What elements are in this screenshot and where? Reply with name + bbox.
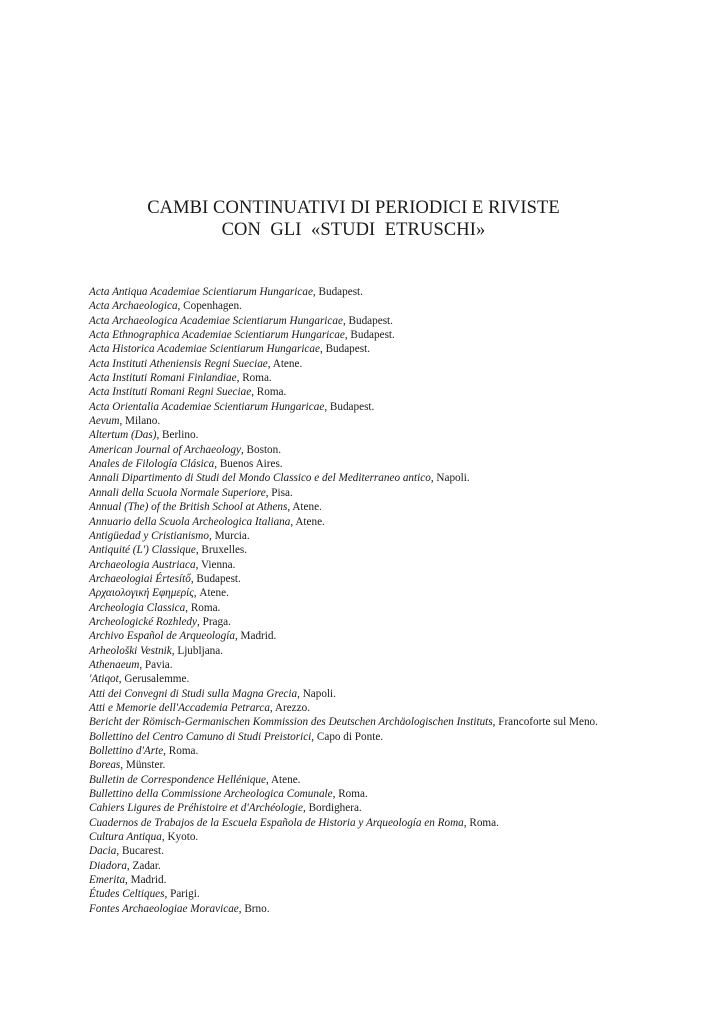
periodical-title: Arheološki Vestnik	[89, 644, 172, 657]
periodical-title: Acta Antiqua Academiae Scientiarum Hungaricae	[89, 286, 313, 298]
list-item	[89, 830, 689, 844]
periodical-title: Emerita	[89, 874, 126, 887]
periodical-title: Acta Instituti Atheniensis Regni Sueciae	[89, 357, 268, 370]
list-item	[89, 400, 689, 414]
periodical-title: Bollettino d'Arte	[89, 745, 164, 757]
periodical-location: , Arezzo.	[269, 701, 310, 714]
periodical-title: Fontes Archaeologiae Moravicae	[89, 902, 239, 915]
periodical-location: , Napoli.	[430, 472, 470, 485]
periodical-location: , Roma.	[251, 386, 287, 399]
periodical-location: , Budapest.	[324, 400, 375, 413]
periodical-title: Cahiers Ligures de Préhistoire et d'Archéologie	[89, 802, 303, 815]
periodical-title: Cultura Antiqua	[89, 831, 162, 844]
periodical-location: , Roma.	[163, 745, 199, 757]
list-item	[89, 428, 689, 442]
periodical-title: Aevum	[89, 415, 120, 428]
periodical-location: , Roma.	[332, 788, 368, 801]
periodical-title: Études Celtiques	[89, 888, 165, 901]
list-item	[89, 816, 689, 830]
list-item	[89, 285, 689, 299]
periodical-location: , Buenos Aires.	[214, 458, 283, 471]
periodical-location: , Bruxelles.	[195, 544, 248, 557]
periodical-title: Dacia	[89, 845, 117, 858]
list-item	[89, 515, 689, 529]
periodical-location: , Murcia.	[208, 529, 250, 542]
periodical-location: , Roma.	[463, 816, 499, 829]
periodical-title: Archeologické Rozhledy	[89, 615, 197, 628]
list-item	[89, 672, 689, 686]
list-item	[89, 342, 689, 356]
periodical-location: , Münster.	[120, 759, 166, 772]
periodical-title: Bericht der Römisch-Germanischen Kommission des Deutschen Archäologischen Instituts	[89, 716, 493, 729]
list-item	[89, 701, 689, 715]
periodical-location: , Praga.	[197, 615, 231, 628]
periodical-title: Annali della Scuola Normale Superiore	[89, 486, 266, 499]
periodical-title: Altertum (Das)	[89, 429, 157, 442]
periodical-title: Acta Historica Academiae Scientiarum Hungaricae	[89, 343, 320, 356]
periodical-location: , Capo di Ponte.	[311, 730, 384, 743]
periodical-location: , Atene.	[267, 357, 303, 370]
periodical-title: Archaeologia Austriaca	[89, 558, 196, 571]
list-item	[89, 615, 689, 629]
list-item	[89, 558, 689, 572]
list-item	[89, 887, 689, 901]
list-item	[89, 758, 689, 772]
periodical-title: Diadora	[89, 859, 127, 872]
periodical-location: , Roma.	[236, 372, 272, 385]
periodical-location: , Zadar.	[126, 859, 161, 872]
periodical-title: Boreas	[89, 759, 121, 772]
list-item	[89, 844, 689, 858]
list-item	[89, 586, 689, 600]
list-item	[89, 457, 689, 471]
list-item	[89, 543, 689, 557]
periodical-title: Bullettino della Commissione Archeologica Comunale	[89, 788, 333, 801]
list-item	[89, 371, 689, 385]
periodical-location: , Madrid.	[234, 630, 277, 643]
list-item	[89, 629, 689, 643]
list-item	[89, 572, 689, 586]
list-item	[89, 902, 689, 916]
list-item	[89, 730, 689, 744]
periodical-location: , Boston.	[240, 443, 282, 456]
list-item	[89, 314, 689, 328]
periodical-title: Acta Orientalia Academiae Scientiarum Hungaricae	[89, 400, 325, 413]
heading-line-1: CAMBI CONTINUATIVI DI PERIODICI E RIVISTE	[147, 198, 560, 218]
periodical-location: , Berlino.	[156, 429, 199, 442]
list-item	[89, 744, 689, 758]
list-item	[89, 601, 689, 615]
periodical-location: , Pavia.	[139, 658, 173, 671]
periodical-location: , Atene.	[287, 501, 322, 514]
periodical-location: , Francoforte sul Meno.	[492, 716, 598, 729]
periodical-title: Acta Instituti Romani Finlandiae	[89, 372, 237, 385]
periodical-title: Archivo Español de Arqueología	[89, 630, 235, 643]
periodical-location: , Vienna.	[195, 558, 236, 571]
periodical-title: Bulletin de Correspondence Hellénique	[89, 773, 266, 786]
periodical-title: Acta Ethnographica Academiae Scientiarum Hungaricae	[89, 329, 345, 342]
periodical-location: , Budapest.	[342, 314, 393, 327]
list-item	[89, 486, 689, 500]
periodical-location: , Bucarest.	[116, 845, 164, 858]
periodical-location: , Madrid.	[125, 874, 167, 887]
periodical-location: , Budapest.	[344, 329, 395, 342]
list-item	[89, 787, 689, 801]
list-item	[89, 385, 689, 399]
periodical-title: Cuadernos de Trabajos de la Escuela Española de Historia y Arqueología en Roma	[89, 816, 464, 829]
periodical-title: Antiquité (L') Classique	[89, 544, 196, 557]
periodical-title: American Journal of Archaeology	[89, 443, 241, 456]
periodical-location: , Budapest.	[190, 572, 241, 585]
periodical-title: Archeologia Classica	[89, 601, 186, 614]
periodical-location: , Napoli.	[297, 687, 336, 700]
periodical-location: , Copenhagen.	[177, 300, 242, 313]
periodical-location: , Roma.	[185, 601, 221, 614]
periodical-location: , Milano.	[119, 415, 161, 428]
periodical-location: , Atene.	[265, 773, 301, 786]
periodical-location: , Kyoto.	[161, 831, 199, 844]
list-item	[89, 357, 689, 371]
periodical-title: Anales de Filología Clásica	[89, 458, 215, 471]
periodical-location: , Parigi.	[164, 888, 200, 901]
periodical-title: Antigüedad y Cristianismo	[89, 529, 209, 542]
list-item	[89, 529, 689, 543]
periodical-location: , Budapest.	[319, 343, 370, 356]
list-item	[89, 687, 689, 701]
periodical-title: Acta Archaeologica Academiae Scientiarum Hungaricae	[89, 314, 343, 327]
periodical-title: Annuario della Scuola Archeologica Italiana	[89, 515, 291, 528]
list-item	[89, 859, 689, 873]
list-item	[89, 873, 689, 887]
periodical-title: Athenaeum	[89, 658, 140, 671]
list-item	[89, 715, 689, 729]
periodical-location: , Atene.	[290, 515, 325, 528]
list-item	[89, 414, 689, 428]
periodical-title: Atti dei Convegni di Studi sulla Magna Grecia	[89, 687, 298, 700]
list-item	[89, 299, 689, 313]
periodical-location: , Budapest.	[312, 286, 363, 298]
periodical-title: Acta Archaeologica	[89, 300, 178, 313]
page-heading	[0, 197, 707, 241]
list-item	[89, 658, 689, 672]
list-item	[89, 644, 689, 658]
periodical-location: , Brno.	[238, 902, 270, 915]
periodical-location: , Gerusalemme.	[118, 673, 190, 686]
periodical-title: Acta Instituti Romani Regni Sueciae	[89, 386, 252, 399]
list-item	[89, 328, 689, 342]
periodical-title: Bollettino del Centro Camuno di Studi Preistorici	[89, 730, 312, 743]
list-item	[89, 500, 689, 514]
periodicals-list	[89, 285, 689, 916]
periodical-location: , Bordighera.	[303, 802, 362, 815]
periodical-title: Archaeologiai Értesítő	[89, 572, 191, 585]
periodical-location: , Ljubljana.	[171, 644, 224, 657]
list-item	[89, 443, 689, 457]
heading-line-2: CON GLI «STUDI ETRUSCHI»	[221, 220, 486, 240]
periodical-title: Αρχαιολογική Εφημερίς	[89, 587, 194, 600]
list-item	[89, 471, 689, 485]
periodical-title: Atti e Memorie dell'Accademia Petrarca	[89, 701, 270, 714]
list-item	[89, 801, 689, 815]
periodical-location: , Pisa.	[265, 486, 293, 499]
list-item	[89, 773, 689, 787]
periodical-title: 'Atiqot	[89, 673, 119, 686]
periodical-location: , Atene.	[193, 587, 229, 600]
periodical-title: Annali Dipartimento di Studi del Mondo Classico e del Mediterraneo antico	[89, 472, 431, 485]
periodical-title: Annual (The) of the British School at Athens	[89, 501, 288, 514]
